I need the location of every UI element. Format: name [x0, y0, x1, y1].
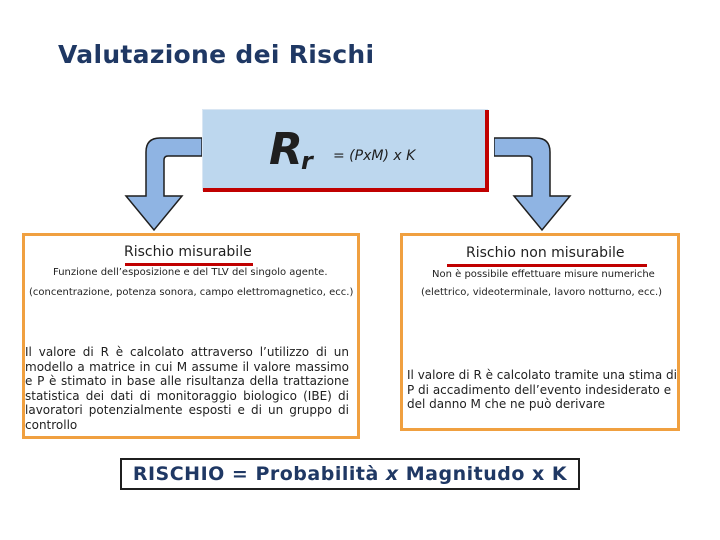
risk-formula-box	[203, 110, 489, 192]
left-curved-arrow-icon	[122, 134, 202, 234]
measurable-risk-panel	[22, 233, 360, 439]
risk-equation-box	[120, 458, 580, 490]
panel-body: Il valore di R è calcolato tramite una stima di P di accadimento dell’evento indesiderato e del danno M che ne può derivare	[407, 368, 677, 412]
panel-line-1: Non è possibile effettuare misure numeriche	[432, 269, 655, 280]
heading-underline	[125, 263, 253, 266]
panel-line-2: (concentrazione, potenza sonora, campo elettromagnetico, ecc.)	[29, 287, 354, 298]
non-measurable-risk-panel	[400, 233, 680, 431]
panel-heading: Rischio non misurabile	[466, 245, 625, 261]
panel-heading: Rischio misurabile	[124, 244, 252, 260]
formula-expression: = (PxM) x K	[333, 148, 416, 164]
equation-part-1: RISCHIO = Probabilità	[132, 463, 386, 485]
panel-line-1: Funzione dell’esposizione e del TLV del singolo agente.	[53, 267, 328, 278]
formula-symbol: R	[269, 124, 303, 175]
page-title: Valutazione dei Rischi	[58, 40, 375, 69]
equation-part-2: Magnitudo x K	[398, 463, 568, 485]
right-curved-arrow-icon	[494, 134, 574, 234]
panel-body: Il valore di R è calcolato attraverso l’utilizzo di un modello a matrice in cui M assume il valore massimo e P è stimato in base alle risultanza della trattazione statistica dei dati di monitoraggio biologico (IBE) di lavoratori potenzialmente esposti e di un gruppo di controllo	[25, 345, 349, 432]
heading-underline	[447, 264, 647, 267]
panel-line-2: (elettrico, videoterminale, lavoro notturno, ecc.)	[421, 287, 663, 298]
equation-operator: x	[385, 463, 399, 485]
formula-subscript: r	[301, 147, 313, 175]
